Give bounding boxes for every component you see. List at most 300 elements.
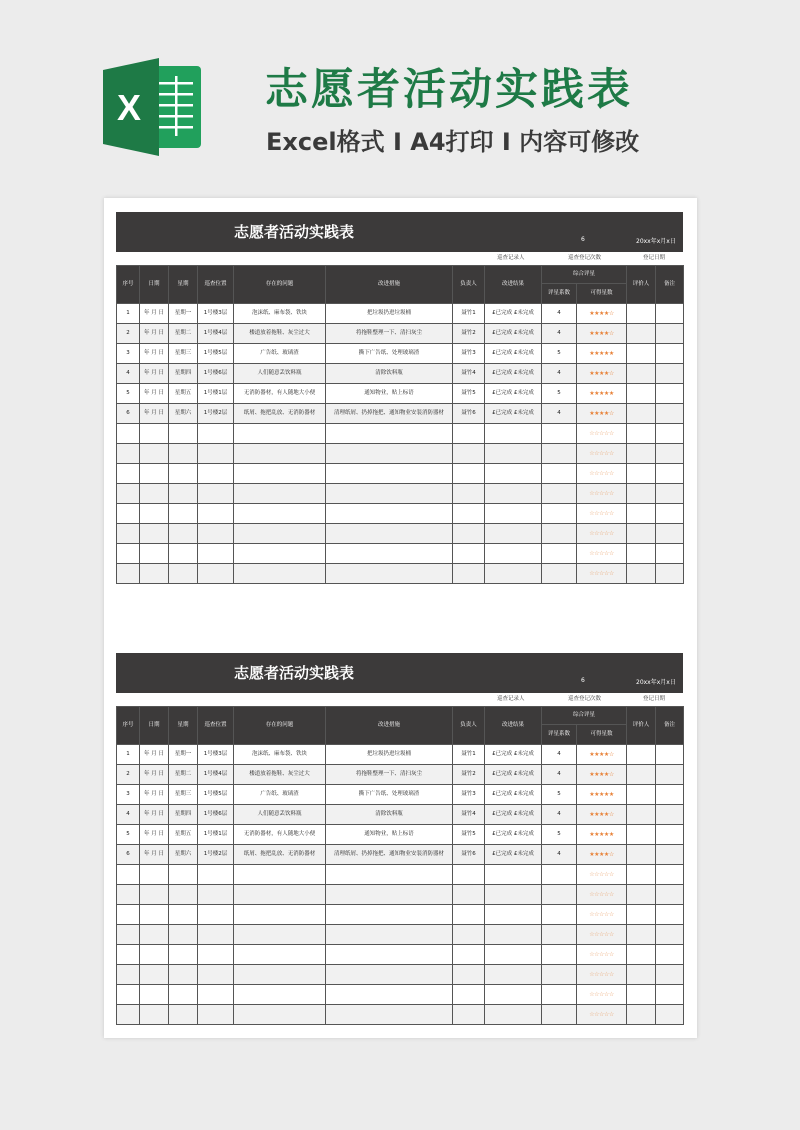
cell-no[interactable]: 3 xyxy=(117,785,140,805)
cell-empty[interactable] xyxy=(169,945,198,965)
cell-empty[interactable] xyxy=(326,885,453,905)
cell-no[interactable]: 2 xyxy=(117,765,140,785)
cell-no[interactable]: 4 xyxy=(117,805,140,825)
cell-empty[interactable] xyxy=(169,965,198,985)
cell-empty[interactable] xyxy=(326,1005,453,1025)
cell-empty[interactable] xyxy=(542,925,577,945)
cell-coef[interactable]: 4 xyxy=(542,404,577,424)
cell-stars-empty[interactable]: ☆☆☆☆☆ xyxy=(577,524,627,544)
cell-note[interactable] xyxy=(656,805,684,825)
cell-empty[interactable] xyxy=(140,504,169,524)
cell-empty[interactable] xyxy=(117,1005,140,1025)
cell-empty[interactable] xyxy=(117,965,140,985)
cell-empty[interactable] xyxy=(656,925,684,945)
cell-issue[interactable]: 无消防器材，有人随地大小便 xyxy=(234,384,326,404)
cell-stars[interactable]: ★★★★☆ xyxy=(577,805,627,825)
cell-empty[interactable] xyxy=(169,524,198,544)
cell-empty[interactable] xyxy=(656,444,684,464)
cell-stars-empty[interactable]: ☆☆☆☆☆ xyxy=(577,985,627,1005)
cell-issue[interactable]: 纸屑、拖把乱放、无消防器材 xyxy=(234,845,326,865)
cell-stars-empty[interactable]: ☆☆☆☆☆ xyxy=(577,484,627,504)
cell-empty[interactable] xyxy=(542,424,577,444)
cell-stars[interactable]: ★★★★★ xyxy=(577,825,627,845)
cell-empty[interactable] xyxy=(169,885,198,905)
cell-stars-empty[interactable]: ☆☆☆☆☆ xyxy=(577,965,627,985)
cell-empty[interactable] xyxy=(234,1005,326,1025)
cell-empty[interactable] xyxy=(117,905,140,925)
cell-result[interactable]: £已完成 £未完成 xyxy=(485,384,542,404)
cell-result[interactable]: £已完成 £未完成 xyxy=(485,785,542,805)
cell-result[interactable]: £已完成 £未完成 xyxy=(485,805,542,825)
cell-empty[interactable] xyxy=(656,885,684,905)
cell-measure[interactable]: 把垃圾扔进垃圾桶 xyxy=(326,745,453,765)
cell-empty[interactable] xyxy=(117,885,140,905)
cell-date[interactable]: 年 月 日 xyxy=(140,825,169,845)
cell-empty[interactable] xyxy=(326,905,453,925)
cell-empty[interactable] xyxy=(117,564,140,584)
cell-empty[interactable] xyxy=(326,865,453,885)
cell-stars[interactable]: ★★★★☆ xyxy=(577,765,627,785)
cell-empty[interactable] xyxy=(198,544,234,564)
cell-empty[interactable] xyxy=(117,945,140,965)
cell-empty[interactable] xyxy=(326,945,453,965)
cell-no[interactable]: 5 xyxy=(117,384,140,404)
cell-empty[interactable] xyxy=(140,905,169,925)
cell-issue[interactable]: 无消防器材，有人随地大小便 xyxy=(234,825,326,845)
cell-stars[interactable]: ★★★★☆ xyxy=(577,364,627,384)
cell-empty[interactable] xyxy=(234,865,326,885)
cell-empty[interactable] xyxy=(140,1005,169,1025)
cell-empty[interactable] xyxy=(326,504,453,524)
cell-empty[interactable] xyxy=(326,524,453,544)
cell-empty[interactable] xyxy=(198,424,234,444)
cell-empty[interactable] xyxy=(234,424,326,444)
cell-date[interactable]: 年 月 日 xyxy=(140,745,169,765)
cell-empty[interactable] xyxy=(453,865,485,885)
cell-stars-empty[interactable]: ☆☆☆☆☆ xyxy=(577,945,627,965)
cell-note[interactable] xyxy=(656,785,684,805)
cell-empty[interactable] xyxy=(198,484,234,504)
cell-empty[interactable] xyxy=(326,484,453,504)
cell-empty[interactable] xyxy=(117,865,140,885)
cell-owner[interactable]: 聂竹6 xyxy=(453,845,485,865)
cell-location[interactable]: 1号楼5层 xyxy=(198,785,234,805)
cell-measure[interactable]: 将拖鞋整理一下、清扫灰尘 xyxy=(326,324,453,344)
cell-date[interactable]: 年 月 日 xyxy=(140,404,169,424)
cell-empty[interactable] xyxy=(627,865,656,885)
cell-stars[interactable]: ★★★★☆ xyxy=(577,324,627,344)
cell-empty[interactable] xyxy=(234,965,326,985)
cell-empty[interactable] xyxy=(485,1005,542,1025)
cell-empty[interactable] xyxy=(485,444,542,464)
cell-empty[interactable] xyxy=(542,524,577,544)
cell-empty[interactable] xyxy=(453,985,485,1005)
cell-stars-empty[interactable]: ☆☆☆☆☆ xyxy=(577,464,627,484)
cell-empty[interactable] xyxy=(234,444,326,464)
cell-empty[interactable] xyxy=(656,865,684,885)
cell-empty[interactable] xyxy=(453,885,485,905)
cell-empty[interactable] xyxy=(453,905,485,925)
cell-measure[interactable]: 通知物业，贴上标语 xyxy=(326,825,453,845)
cell-rater[interactable] xyxy=(627,765,656,785)
cell-empty[interactable] xyxy=(140,524,169,544)
cell-empty[interactable] xyxy=(140,965,169,985)
cell-empty[interactable] xyxy=(453,564,485,584)
cell-empty[interactable] xyxy=(198,444,234,464)
cell-empty[interactable] xyxy=(542,985,577,1005)
cell-location[interactable]: 1号楼6层 xyxy=(198,805,234,825)
cell-measure[interactable]: 撕下广告纸、处理玻璃渣 xyxy=(326,344,453,364)
cell-empty[interactable] xyxy=(656,985,684,1005)
cell-empty[interactable] xyxy=(117,424,140,444)
cell-empty[interactable] xyxy=(656,484,684,504)
cell-empty[interactable] xyxy=(140,865,169,885)
cell-empty[interactable] xyxy=(326,965,453,985)
cell-rater[interactable] xyxy=(627,845,656,865)
cell-stars-empty[interactable]: ☆☆☆☆☆ xyxy=(577,865,627,885)
cell-date[interactable]: 年 月 日 xyxy=(140,344,169,364)
cell-no[interactable]: 5 xyxy=(117,825,140,845)
cell-weekday[interactable]: 星期三 xyxy=(169,785,198,805)
cell-empty[interactable] xyxy=(627,965,656,985)
cell-empty[interactable] xyxy=(140,945,169,965)
cell-result[interactable]: £已完成 £未完成 xyxy=(485,364,542,384)
cell-rater[interactable] xyxy=(627,805,656,825)
cell-empty[interactable] xyxy=(140,544,169,564)
cell-empty[interactable] xyxy=(169,544,198,564)
cell-empty[interactable] xyxy=(453,424,485,444)
cell-empty[interactable] xyxy=(656,965,684,985)
cell-empty[interactable] xyxy=(542,965,577,985)
cell-empty[interactable] xyxy=(656,524,684,544)
cell-empty[interactable] xyxy=(198,965,234,985)
cell-stars-empty[interactable]: ☆☆☆☆☆ xyxy=(577,504,627,524)
cell-note[interactable] xyxy=(656,324,684,344)
cell-empty[interactable] xyxy=(234,925,326,945)
cell-empty[interactable] xyxy=(326,544,453,564)
cell-stars[interactable]: ★★★★☆ xyxy=(577,845,627,865)
cell-empty[interactable] xyxy=(198,464,234,484)
cell-note[interactable] xyxy=(656,825,684,845)
cell-empty[interactable] xyxy=(656,544,684,564)
cell-empty[interactable] xyxy=(169,865,198,885)
cell-empty[interactable] xyxy=(198,985,234,1005)
cell-weekday[interactable]: 星期一 xyxy=(169,745,198,765)
cell-empty[interactable] xyxy=(485,424,542,444)
cell-measure[interactable]: 清理纸屑、扔掉拖把、通知物业安装消防器材 xyxy=(326,404,453,424)
cell-date[interactable]: 年 月 日 xyxy=(140,304,169,324)
cell-location[interactable]: 1号楼3层 xyxy=(198,304,234,324)
cell-empty[interactable] xyxy=(234,544,326,564)
cell-weekday[interactable]: 星期六 xyxy=(169,845,198,865)
cell-coef[interactable]: 5 xyxy=(542,344,577,364)
cell-empty[interactable] xyxy=(656,905,684,925)
cell-empty[interactable] xyxy=(117,504,140,524)
cell-empty[interactable] xyxy=(140,564,169,584)
cell-empty[interactable] xyxy=(169,1005,198,1025)
cell-empty[interactable] xyxy=(234,985,326,1005)
cell-empty[interactable] xyxy=(627,945,656,965)
cell-empty[interactable] xyxy=(656,564,684,584)
cell-empty[interactable] xyxy=(627,484,656,504)
cell-empty[interactable] xyxy=(453,965,485,985)
cell-empty[interactable] xyxy=(453,504,485,524)
cell-stars-empty[interactable]: ☆☆☆☆☆ xyxy=(577,905,627,925)
cell-weekday[interactable]: 星期四 xyxy=(169,364,198,384)
cell-empty[interactable] xyxy=(169,564,198,584)
cell-owner[interactable]: 聂竹6 xyxy=(453,404,485,424)
cell-empty[interactable] xyxy=(485,564,542,584)
cell-empty[interactable] xyxy=(198,1005,234,1025)
cell-measure[interactable]: 将拖鞋整理一下、清扫灰尘 xyxy=(326,765,453,785)
cell-empty[interactable] xyxy=(140,484,169,504)
cell-empty[interactable] xyxy=(117,925,140,945)
cell-date[interactable]: 年 月 日 xyxy=(140,384,169,404)
cell-empty[interactable] xyxy=(198,905,234,925)
cell-empty[interactable] xyxy=(140,885,169,905)
cell-stars-empty[interactable]: ☆☆☆☆☆ xyxy=(577,1005,627,1025)
cell-empty[interactable] xyxy=(326,985,453,1005)
cell-note[interactable] xyxy=(656,304,684,324)
cell-no[interactable]: 6 xyxy=(117,845,140,865)
cell-coef[interactable]: 5 xyxy=(542,785,577,805)
cell-owner[interactable]: 聂竹4 xyxy=(453,364,485,384)
cell-measure[interactable]: 清理纸屑、扔掉拖把、通知物业安装消防器材 xyxy=(326,845,453,865)
cell-empty[interactable] xyxy=(117,484,140,504)
cell-owner[interactable]: 聂竹5 xyxy=(453,384,485,404)
cell-empty[interactable] xyxy=(485,965,542,985)
cell-empty[interactable] xyxy=(485,925,542,945)
cell-empty[interactable] xyxy=(542,464,577,484)
cell-empty[interactable] xyxy=(453,444,485,464)
cell-empty[interactable] xyxy=(140,985,169,1005)
cell-empty[interactable] xyxy=(326,464,453,484)
cell-empty[interactable] xyxy=(140,424,169,444)
cell-issue[interactable]: 广告纸、玻璃渣 xyxy=(234,344,326,364)
cell-result[interactable]: £已完成 £未完成 xyxy=(485,304,542,324)
cell-empty[interactable] xyxy=(169,424,198,444)
cell-stars[interactable]: ★★★★☆ xyxy=(577,745,627,765)
cell-issue[interactable]: 泡沫纸、麻布袋、铁块 xyxy=(234,745,326,765)
cell-empty[interactable] xyxy=(169,484,198,504)
cell-empty[interactable] xyxy=(542,885,577,905)
cell-empty[interactable] xyxy=(542,444,577,464)
cell-empty[interactable] xyxy=(656,1005,684,1025)
cell-stars[interactable]: ★★★★★ xyxy=(577,384,627,404)
cell-empty[interactable] xyxy=(453,925,485,945)
cell-stars[interactable]: ★★★★★ xyxy=(577,344,627,364)
cell-empty[interactable] xyxy=(627,564,656,584)
cell-result[interactable]: £已完成 £未完成 xyxy=(485,404,542,424)
cell-empty[interactable] xyxy=(169,444,198,464)
cell-empty[interactable] xyxy=(453,1005,485,1025)
cell-location[interactable]: 1号楼1层 xyxy=(198,384,234,404)
cell-empty[interactable] xyxy=(117,544,140,564)
cell-empty[interactable] xyxy=(542,504,577,524)
cell-empty[interactable] xyxy=(453,484,485,504)
cell-stars[interactable]: ★★★★☆ xyxy=(577,404,627,424)
cell-empty[interactable] xyxy=(234,564,326,584)
cell-empty[interactable] xyxy=(485,865,542,885)
cell-owner[interactable]: 聂竹1 xyxy=(453,304,485,324)
cell-coef[interactable]: 4 xyxy=(542,765,577,785)
cell-empty[interactable] xyxy=(627,524,656,544)
cell-rater[interactable] xyxy=(627,304,656,324)
cell-empty[interactable] xyxy=(198,564,234,584)
cell-coef[interactable]: 5 xyxy=(542,384,577,404)
cell-weekday[interactable]: 星期五 xyxy=(169,825,198,845)
cell-empty[interactable] xyxy=(326,925,453,945)
cell-location[interactable]: 1号楼6层 xyxy=(198,364,234,384)
cell-stars[interactable]: ★★★★☆ xyxy=(577,304,627,324)
cell-empty[interactable] xyxy=(234,504,326,524)
cell-empty[interactable] xyxy=(656,464,684,484)
cell-empty[interactable] xyxy=(542,484,577,504)
cell-empty[interactable] xyxy=(326,564,453,584)
cell-empty[interactable] xyxy=(234,945,326,965)
cell-date[interactable]: 年 月 日 xyxy=(140,364,169,384)
cell-empty[interactable] xyxy=(542,544,577,564)
cell-no[interactable]: 3 xyxy=(117,344,140,364)
cell-empty[interactable] xyxy=(326,444,453,464)
cell-issue[interactable]: 楼道放着拖鞋、灰尘过大 xyxy=(234,765,326,785)
cell-empty[interactable] xyxy=(627,504,656,524)
cell-note[interactable] xyxy=(656,745,684,765)
cell-stars-empty[interactable]: ☆☆☆☆☆ xyxy=(577,444,627,464)
cell-empty[interactable] xyxy=(453,524,485,544)
cell-rater[interactable] xyxy=(627,324,656,344)
cell-empty[interactable] xyxy=(485,905,542,925)
cell-empty[interactable] xyxy=(117,444,140,464)
cell-issue[interactable]: 楼道放着拖鞋、灰尘过大 xyxy=(234,324,326,344)
cell-result[interactable]: £已完成 £未完成 xyxy=(485,825,542,845)
cell-weekday[interactable]: 星期六 xyxy=(169,404,198,424)
cell-empty[interactable] xyxy=(627,544,656,564)
cell-empty[interactable] xyxy=(485,524,542,544)
cell-empty[interactable] xyxy=(656,945,684,965)
cell-date[interactable]: 年 月 日 xyxy=(140,845,169,865)
cell-owner[interactable]: 聂竹4 xyxy=(453,805,485,825)
cell-stars-empty[interactable]: ☆☆☆☆☆ xyxy=(577,424,627,444)
cell-location[interactable]: 1号楼2层 xyxy=(198,845,234,865)
cell-empty[interactable] xyxy=(485,464,542,484)
cell-empty[interactable] xyxy=(198,504,234,524)
cell-no[interactable]: 6 xyxy=(117,404,140,424)
cell-weekday[interactable]: 星期二 xyxy=(169,765,198,785)
cell-measure[interactable]: 通知物业，贴上标语 xyxy=(326,384,453,404)
cell-date[interactable]: 年 月 日 xyxy=(140,324,169,344)
cell-rater[interactable] xyxy=(627,745,656,765)
cell-empty[interactable] xyxy=(169,504,198,524)
cell-coef[interactable]: 5 xyxy=(542,825,577,845)
cell-empty[interactable] xyxy=(485,544,542,564)
cell-location[interactable]: 1号楼1层 xyxy=(198,825,234,845)
cell-rater[interactable] xyxy=(627,364,656,384)
cell-owner[interactable]: 聂竹1 xyxy=(453,745,485,765)
cell-location[interactable]: 1号楼2层 xyxy=(198,404,234,424)
cell-empty[interactable] xyxy=(542,905,577,925)
cell-empty[interactable] xyxy=(198,865,234,885)
cell-no[interactable]: 4 xyxy=(117,364,140,384)
cell-weekday[interactable]: 星期四 xyxy=(169,805,198,825)
cell-weekday[interactable]: 星期二 xyxy=(169,324,198,344)
cell-result[interactable]: £已完成 £未完成 xyxy=(485,344,542,364)
cell-empty[interactable] xyxy=(485,484,542,504)
cell-note[interactable] xyxy=(656,364,684,384)
cell-no[interactable]: 2 xyxy=(117,324,140,344)
cell-empty[interactable] xyxy=(627,464,656,484)
cell-empty[interactable] xyxy=(542,945,577,965)
cell-empty[interactable] xyxy=(656,424,684,444)
cell-empty[interactable] xyxy=(326,424,453,444)
cell-rater[interactable] xyxy=(627,344,656,364)
cell-empty[interactable] xyxy=(234,484,326,504)
cell-empty[interactable] xyxy=(542,1005,577,1025)
cell-measure[interactable]: 撕下广告纸、处理玻璃渣 xyxy=(326,785,453,805)
cell-empty[interactable] xyxy=(198,945,234,965)
cell-result[interactable]: £已完成 £未完成 xyxy=(485,845,542,865)
cell-empty[interactable] xyxy=(140,464,169,484)
cell-empty[interactable] xyxy=(453,544,485,564)
cell-stars-empty[interactable]: ☆☆☆☆☆ xyxy=(577,544,627,564)
cell-date[interactable]: 年 月 日 xyxy=(140,785,169,805)
cell-empty[interactable] xyxy=(485,504,542,524)
cell-issue[interactable]: 人们随意丢饮料瓶 xyxy=(234,805,326,825)
cell-stars-empty[interactable]: ☆☆☆☆☆ xyxy=(577,925,627,945)
cell-empty[interactable] xyxy=(627,905,656,925)
cell-note[interactable] xyxy=(656,765,684,785)
cell-empty[interactable] xyxy=(656,504,684,524)
cell-empty[interactable] xyxy=(627,1005,656,1025)
cell-note[interactable] xyxy=(656,384,684,404)
cell-empty[interactable] xyxy=(198,885,234,905)
cell-rater[interactable] xyxy=(627,825,656,845)
cell-result[interactable]: £已完成 £未完成 xyxy=(485,324,542,344)
cell-empty[interactable] xyxy=(234,524,326,544)
cell-note[interactable] xyxy=(656,404,684,424)
cell-location[interactable]: 1号楼4层 xyxy=(198,765,234,785)
cell-issue[interactable]: 泡沫纸、麻布袋、铁块 xyxy=(234,304,326,324)
cell-date[interactable]: 年 月 日 xyxy=(140,805,169,825)
cell-no[interactable]: 1 xyxy=(117,745,140,765)
cell-empty[interactable] xyxy=(485,945,542,965)
cell-owner[interactable]: 聂竹5 xyxy=(453,825,485,845)
cell-empty[interactable] xyxy=(627,424,656,444)
cell-measure[interactable]: 清除饮料瓶 xyxy=(326,364,453,384)
cell-empty[interactable] xyxy=(542,564,577,584)
cell-empty[interactable] xyxy=(627,925,656,945)
cell-coef[interactable]: 4 xyxy=(542,745,577,765)
cell-result[interactable]: £已完成 £未完成 xyxy=(485,765,542,785)
cell-note[interactable] xyxy=(656,845,684,865)
cell-empty[interactable] xyxy=(117,524,140,544)
cell-coef[interactable]: 4 xyxy=(542,364,577,384)
cell-stars-empty[interactable]: ☆☆☆☆☆ xyxy=(577,885,627,905)
cell-no[interactable]: 1 xyxy=(117,304,140,324)
cell-empty[interactable] xyxy=(627,985,656,1005)
cell-empty[interactable] xyxy=(453,945,485,965)
cell-empty[interactable] xyxy=(485,985,542,1005)
cell-empty[interactable] xyxy=(485,885,542,905)
cell-weekday[interactable]: 星期五 xyxy=(169,384,198,404)
cell-empty[interactable] xyxy=(169,925,198,945)
cell-issue[interactable]: 纸屑、拖把乱放、无消防器材 xyxy=(234,404,326,424)
cell-coef[interactable]: 4 xyxy=(542,845,577,865)
cell-empty[interactable] xyxy=(542,865,577,885)
cell-empty[interactable] xyxy=(198,925,234,945)
cell-empty[interactable] xyxy=(169,905,198,925)
cell-issue[interactable]: 广告纸、玻璃渣 xyxy=(234,785,326,805)
